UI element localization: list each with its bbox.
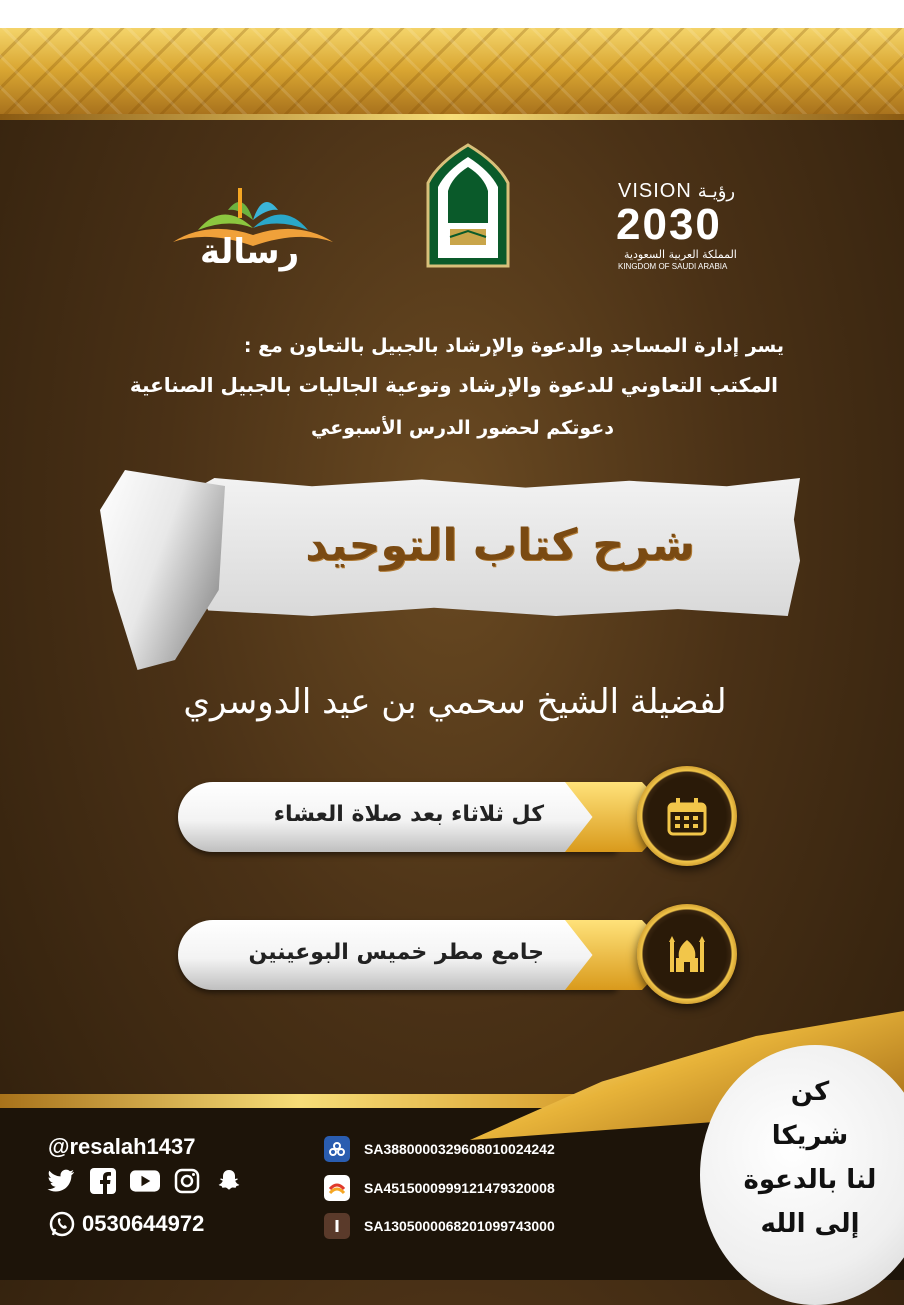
phone-number: 0530644972 (82, 1211, 205, 1236)
iban-2: SA4515000999121479320008 (364, 1180, 555, 1196)
partner-line-2: شريكا (771, 1121, 849, 1151)
location-badge (637, 904, 737, 1004)
iban-row-3 (324, 1213, 555, 1239)
intro-line-2: المكتب التعاوني للدعوة والإرشاد وتوعية الجاليات بالجبيل الصناعية (129, 373, 778, 397)
facebook-icon[interactable] (88, 1168, 118, 1194)
vision-country-ar: المملكة العربية السعودية (624, 248, 737, 261)
bank-icon-3 (324, 1213, 350, 1239)
intro-line-3: دعوتكم لحضور الدرس الأسبوعي (311, 417, 614, 439)
top-white-strip (0, 0, 904, 28)
social-handle: @resalah1437 (48, 1134, 196, 1159)
partner-line-4: إلى الله (760, 1209, 860, 1239)
location-text: جامع مطر خميس البوعينين (248, 940, 544, 965)
snapchat-icon[interactable] (214, 1168, 244, 1194)
youtube-icon[interactable] (130, 1168, 160, 1194)
instagram-icon[interactable] (172, 1168, 202, 1194)
vision-word: VISION (618, 180, 692, 202)
sheikh-line: لفضيلة الشيخ سحمي بن عيد الدوسري (183, 682, 727, 722)
whatsapp-icon (48, 1210, 76, 1238)
gold-ornament-band (0, 28, 904, 120)
schedule-text: كل ثلاثاء بعد صلاة العشاء (273, 802, 544, 827)
partner-text (730, 1070, 890, 1246)
risalah-logo-text: رسالة (200, 232, 300, 272)
twitter-icon[interactable] (46, 1168, 76, 1194)
book-title: شرح كتاب التوحيد (305, 520, 695, 571)
bank-icon-2 (324, 1175, 350, 1201)
paper-curl (100, 470, 225, 670)
phone-row (48, 1210, 204, 1238)
schedule-badge (637, 766, 737, 866)
vision-country-en: KINGDOM OF SAUDI ARABIA (618, 262, 728, 271)
bank-icon-1 (324, 1136, 350, 1162)
iban-1: SA3880000329608010024242 (364, 1141, 555, 1157)
mosque-icon (665, 932, 709, 976)
risalah-logo (168, 180, 338, 275)
intro-line-1: يسر إدارة المساجد والدعوة والإرشاد بالجبيل بالتعاون مع : (243, 335, 784, 357)
partner-line-1: كن (790, 1077, 830, 1107)
ministry-emblem-logo (418, 143, 518, 268)
partner-line-3: لنا بالدعوة (743, 1165, 877, 1195)
iban-3: SA1305000068201099743000 (364, 1218, 555, 1234)
social-icons-row (46, 1168, 244, 1194)
calendar-clock-icon (665, 794, 709, 838)
iban-row-2 (324, 1175, 555, 1201)
iban-row-1 (324, 1136, 555, 1162)
vision-2030-logo (610, 180, 760, 275)
vision-arabic: رؤيـة (697, 181, 736, 202)
vision-year: 2030 (616, 200, 722, 249)
